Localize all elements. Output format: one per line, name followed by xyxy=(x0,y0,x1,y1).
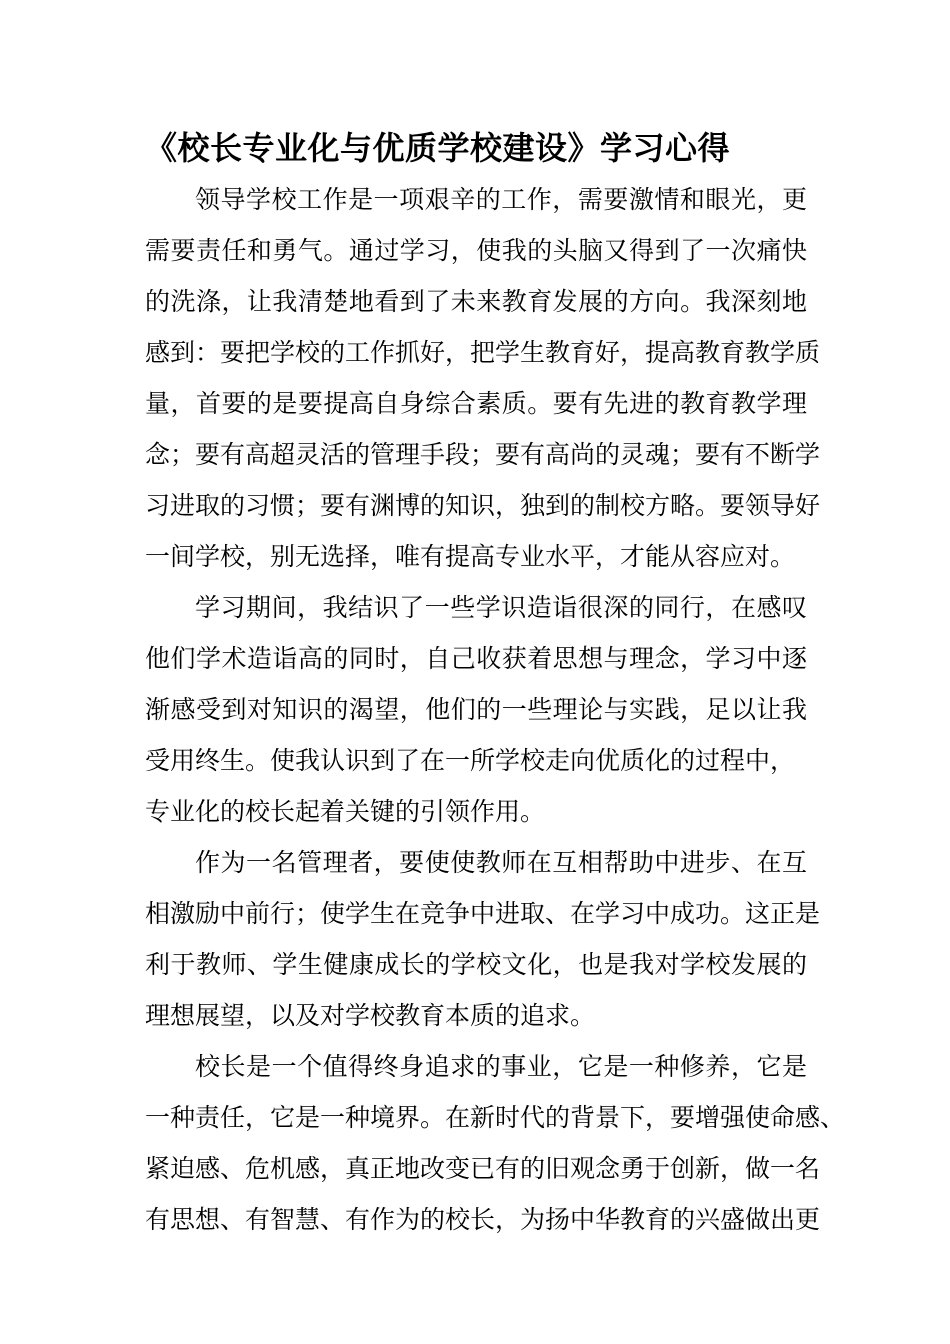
paragraph-3 xyxy=(145,841,821,1045)
text-line: 渐感受到对知识的渴望，他们的一些理论与实践，足以让我 xyxy=(145,695,807,724)
text-line: 感到：要把学校的工作抓好，把学生教育好，提高教育教学质 xyxy=(145,338,821,367)
text-line: 专业化的校长起着关键的引领作用。 xyxy=(145,797,546,826)
paragraph-2 xyxy=(145,586,807,841)
paragraph-1 xyxy=(145,178,821,586)
paragraph-4 xyxy=(145,1045,846,1249)
text-line: 的洗涤，让我清楚地看到了未来教育发展的方向。我深刻地 xyxy=(145,287,807,316)
text-line: 需要责任和勇气。通过学习，使我的头脑又得到了一次痛快 xyxy=(145,236,807,265)
text-line: 量，首要的是要提高自身综合素质。要有先进的教育教学理 xyxy=(145,389,807,418)
document-title: 《校长专业化与优质学校建设》学习心得 xyxy=(145,129,731,167)
text-line: 习进取的习惯；要有渊博的知识，独到的制校方略。要领导好 xyxy=(145,491,821,520)
text-line: 紧迫感、危机感，真正地改变已有的旧观念勇于创新，做一名 xyxy=(145,1154,821,1183)
text-line: 校长是一个值得终身追求的事业，它是一种修养，它是 xyxy=(195,1052,807,1081)
text-line: 受用终生。使我认识到了在一所学校走向优质化的过程中， xyxy=(145,746,796,775)
text-line: 学习期间，我结识了一些学识造诣很深的同行，在感叹 xyxy=(195,593,807,622)
text-line: 他们学术造诣高的同时，自己收获着思想与理念，学习中逐 xyxy=(145,644,807,673)
text-line: 领导学校工作是一项艰辛的工作，需要激情和眼光，更 xyxy=(195,185,807,214)
text-line: 有思想、有智慧、有作为的校长，为扬中华教育的兴盛做出更 xyxy=(145,1205,821,1234)
text-line: 一种责任，它是一种境界。在新时代的背景下，要增强使命感、 xyxy=(145,1103,846,1132)
text-line: 一间学校，别无选择，唯有提高专业水平，才能从容应对。 xyxy=(145,542,796,571)
text-line: 理想展望，以及对学校教育本质的追求。 xyxy=(145,1001,596,1030)
text-line: 相激励中前行；使学生在竞争中进取、在学习中成功。这正是 xyxy=(145,899,821,928)
text-line: 利于教师、学生健康成长的学校文化，也是我对学校发展的 xyxy=(145,950,807,979)
document-body xyxy=(145,178,846,1249)
text-line: 念；要有高超灵活的管理手段；要有高尚的灵魂；要有不断学 xyxy=(145,440,821,469)
text-line: 作为一名管理者，要使使教师在互相帮助中进步、在互 xyxy=(195,848,807,877)
